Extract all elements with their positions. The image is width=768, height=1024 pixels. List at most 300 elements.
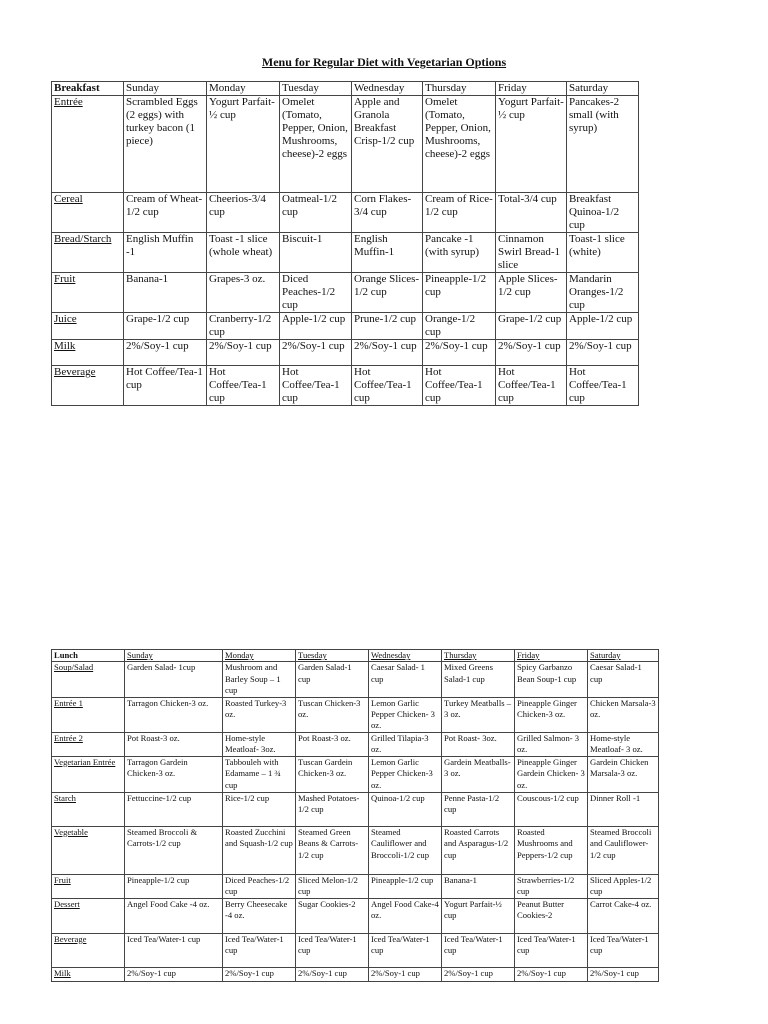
breakfast-menu-cell-text: Omelet (Tomato, Pepper, Onion, Mushrooms, cheese)-2 eggs [282, 96, 348, 160]
lunch-menu-cell-text: Strawberries-1/2 cup [517, 874, 575, 897]
breakfast-menu-cell-text: Grapes-3 oz. [209, 273, 266, 285]
lunch-day-header-text: Thursday [444, 650, 477, 660]
breakfast-menu-cell-text: Breakfast Quinoa-1/2 cup [569, 193, 620, 231]
breakfast-menu-cell-text: Omelet (Tomato, Pepper, Onion, Mushrooms, cheese)-2 eggs [425, 96, 491, 160]
lunch-menu-cell [223, 792, 296, 826]
breakfast-menu-cell [280, 366, 352, 406]
breakfast-menu-cell [496, 340, 567, 366]
breakfast-menu-cell-text: 2%/Soy-1 cup [209, 340, 272, 352]
breakfast-menu-cell-text: Prune-1/2 cup [354, 313, 417, 325]
breakfast-menu-cell-text: Apple-1/2 cup [282, 313, 346, 325]
lunch-menu-cell-text: Diced Peaches-1/2 cup [225, 874, 290, 897]
lunch-menu-cell-text: Caesar Salad-1 cup [590, 662, 642, 684]
lunch-day-header-text: Monday [225, 650, 254, 660]
breakfast-menu-cell-text: Pancakes-2 small (with syrup) [569, 96, 620, 134]
lunch-menu-cell-text: Steamed Cauliflower and Broccoli-1/2 cup [371, 826, 429, 860]
lunch-menu-cell [442, 792, 515, 826]
lunch-day-header [588, 650, 659, 662]
lunch-menu-cell-text: Gardein Chicken Marsala-3 oz. [590, 756, 649, 779]
lunch-menu-cell-text: 2%/Soy-1 cup [590, 967, 639, 978]
breakfast-menu-cell [567, 193, 639, 233]
lunch-row-label [52, 874, 125, 898]
breakfast-menu-cell [496, 193, 567, 233]
breakfast-menu-cell-text: Diced Peaches-1/2 cup [282, 273, 336, 311]
lunch-menu-cell [369, 697, 442, 732]
lunch-table-title-text: Lunch [54, 650, 78, 660]
lunch-menu-cell [442, 933, 515, 967]
breakfast-menu-cell [352, 96, 423, 193]
lunch-menu-cell-text: Quinoa-1/2 cup [371, 792, 425, 803]
breakfast-table-title [52, 82, 124, 96]
lunch-day-header [442, 650, 515, 662]
breakfast-row-label-text: Milk [54, 340, 76, 352]
breakfast-menu-cell-text: Pancake -1 (with syrup) [425, 233, 480, 258]
lunch-day-header [515, 650, 588, 662]
lunch-menu-cell-text: Garden Salad-1 cup [298, 662, 352, 684]
lunch-menu-cell [296, 662, 369, 697]
breakfast-menu-cell [352, 233, 423, 273]
breakfast-menu-cell [423, 313, 496, 340]
lunch-row-label [52, 826, 125, 874]
breakfast-menu-cell [280, 313, 352, 340]
breakfast-menu-cell [423, 340, 496, 366]
lunch-menu-cell [588, 967, 659, 981]
lunch-menu-cell-text: Mixed Greens Salad-1 cup [444, 662, 493, 684]
lunch-menu-cell-text: Dinner Roll -1 [590, 792, 641, 803]
breakfast-menu-cell-text: 2%/Soy-1 cup [569, 340, 632, 352]
lunch-row-label-text: Vegetable [54, 826, 88, 837]
breakfast-menu-cell-text: 2%/Soy-1 cup [126, 340, 189, 352]
breakfast-menu-cell [496, 313, 567, 340]
breakfast-day-header [207, 82, 280, 96]
lunch-table-row [52, 826, 659, 874]
lunch-menu-cell-text: Sliced Apples-1/2 cup [590, 874, 652, 897]
breakfast-day-header-text: Monday [209, 82, 246, 94]
breakfast-table-row [52, 313, 639, 340]
lunch-menu-cell-text: Spicy Garbanzo Bean Soup-1 cup [517, 662, 577, 684]
lunch-row-label-text: Soup/Salad [54, 662, 94, 673]
lunch-menu-cell-text: Caesar Salad- 1 cup [371, 662, 425, 684]
breakfast-day-header [423, 82, 496, 96]
breakfast-menu-cell [124, 340, 207, 366]
lunch-menu-cell [588, 933, 659, 967]
lunch-menu-cell-text: Roasted Carrots and Asparagus-1/2 cup [444, 826, 509, 860]
lunch-row-label [52, 792, 125, 826]
breakfast-menu-cell-text: Yogurt Parfait- ½ cup [498, 96, 564, 121]
lunch-menu-cell [515, 874, 588, 898]
breakfast-table-row [52, 193, 639, 233]
lunch-menu-cell [125, 933, 223, 967]
breakfast-menu-cell [352, 313, 423, 340]
lunch-menu-cell-text: 2%/Soy-1 cup [298, 967, 347, 978]
lunch-menu-cell [296, 826, 369, 874]
breakfast-menu-cell-text: Cream of Wheat- 1/2 cup [126, 193, 203, 218]
lunch-menu-cell [296, 898, 369, 933]
breakfast-row-label [52, 233, 124, 273]
breakfast-menu-cell-text: Apple and Granola Breakfast Crisp-1/2 cup [354, 96, 415, 147]
breakfast-row-label [52, 193, 124, 233]
breakfast-row-label-text: Entrée [54, 96, 83, 108]
lunch-menu-cell [588, 697, 659, 732]
breakfast-menu-cell-text: Orange Slices-1/2 cup [354, 273, 420, 298]
breakfast-menu-cell-text: Scrambled Eggs (2 eggs) with turkey bacon (1 piece) [126, 96, 198, 147]
lunch-menu-cell [125, 697, 223, 732]
lunch-menu-cell-text: Gardein Meatballs- 3 oz. [444, 756, 511, 779]
lunch-table-row [52, 662, 659, 697]
lunch-table-row [52, 874, 659, 898]
breakfast-menu-cell [352, 193, 423, 233]
lunch-menu-cell [515, 898, 588, 933]
lunch-menu-cell-text: 2%/Soy-1 cup [517, 967, 566, 978]
lunch-table-row [52, 967, 659, 981]
lunch-table-row [52, 898, 659, 933]
breakfast-menu-cell [280, 96, 352, 193]
lunch-menu-cell [442, 874, 515, 898]
lunch-row-label-text: Starch [54, 792, 76, 803]
breakfast-row-label-text: Juice [54, 313, 77, 325]
breakfast-day-header-text: Wednesday [354, 82, 405, 94]
lunch-menu-cell-text: Pot Roast-3 oz. [127, 732, 180, 743]
breakfast-menu-cell-text: Biscuit-1 [282, 233, 323, 245]
lunch-menu-cell [125, 732, 223, 756]
lunch-menu-cell-text: Grilled Tilapia-3 oz. [371, 732, 429, 755]
lunch-menu-cell-text: Penne Pasta-1/2 cup [444, 792, 500, 815]
breakfast-menu-cell [280, 273, 352, 313]
breakfast-menu-cell [352, 273, 423, 313]
lunch-menu-cell [296, 697, 369, 732]
breakfast-row-label [52, 273, 124, 313]
lunch-menu-cell [125, 874, 223, 898]
lunch-day-header [369, 650, 442, 662]
breakfast-menu-cell [207, 340, 280, 366]
lunch-menu-cell [588, 732, 659, 756]
breakfast-menu-cell [567, 273, 639, 313]
breakfast-menu-cell [423, 233, 496, 273]
lunch-menu-cell [442, 662, 515, 697]
lunch-menu-cell [515, 792, 588, 826]
breakfast-menu-cell-text: 2%/Soy-1 cup [498, 340, 561, 352]
lunch-menu-cell [515, 756, 588, 792]
lunch-menu-cell-text: Tarragon Gardein Chicken-3 oz. [127, 756, 188, 779]
lunch-row-label-text: Entrée 1 [54, 697, 83, 708]
lunch-menu-cell-text: Pineapple-1/2 cup [127, 874, 190, 885]
lunch-menu-cell-text: Steamed Green Beans & Carrots-1/2 cup [298, 826, 359, 860]
breakfast-row-label [52, 313, 124, 340]
lunch-menu-cell [369, 732, 442, 756]
lunch-menu-cell-text: Sugar Cookies-2 [298, 898, 356, 909]
breakfast-menu-cell [124, 273, 207, 313]
breakfast-menu-cell-text: 2%/Soy-1 cup [354, 340, 417, 352]
breakfast-day-header-text: Tuesday [282, 82, 319, 94]
breakfast-menu-cell-text: Total-3/4 cup [498, 193, 557, 205]
breakfast-menu-cell-text: Toast -1 slice (whole wheat) [209, 233, 273, 258]
lunch-menu-cell-text: 2%/Soy-1 cup [225, 967, 274, 978]
lunch-menu-cell [125, 967, 223, 981]
lunch-menu-cell-text: Iced Tea/Water-1 cup [517, 933, 576, 956]
breakfast-menu-cell [124, 96, 207, 193]
lunch-menu-cell [369, 874, 442, 898]
breakfast-menu-cell [423, 96, 496, 193]
lunch-menu-cell-text: Pineapple-1/2 cup [371, 874, 434, 885]
breakfast-menu-cell-text: English Muffin -1 [126, 233, 194, 258]
lunch-menu-cell [223, 874, 296, 898]
lunch-day-header-text: Wednesday [371, 650, 411, 660]
breakfast-day-header-text: Friday [498, 82, 527, 94]
breakfast-day-header [496, 82, 567, 96]
lunch-table-row [52, 697, 659, 732]
lunch-row-label-text: Beverage [54, 933, 87, 944]
lunch-menu-cell [442, 967, 515, 981]
lunch-table-row [52, 792, 659, 826]
lunch-day-header [223, 650, 296, 662]
lunch-menu-cell [442, 898, 515, 933]
lunch-menu-cell-text: Iced Tea/Water-1 cup [444, 933, 503, 956]
lunch-row-label-text: Fruit [54, 874, 71, 885]
lunch-menu-cell [223, 826, 296, 874]
lunch-menu-cell-text: Yogurt Parfait-½ cup [444, 898, 502, 921]
breakfast-menu-cell-text: Cheerios-3/4 cup [209, 193, 266, 218]
lunch-menu-cell [515, 826, 588, 874]
breakfast-row-label [52, 366, 124, 406]
breakfast-menu-cell [124, 313, 207, 340]
breakfast-day-header-text: Thursday [425, 82, 467, 94]
lunch-menu-cell-text: Tabbouleh with Edamame – 1 ¾ cup [225, 756, 281, 790]
lunch-menu-cell [442, 756, 515, 792]
breakfast-menu-cell [352, 366, 423, 406]
lunch-menu-cell-text: Couscous-1/2 cup [517, 792, 579, 803]
lunch-menu-cell-text: Iced Tea/Water-1 cup [298, 933, 357, 956]
breakfast-menu-cell-text: Hot Coffee/Tea-1 cup [425, 366, 483, 404]
breakfast-menu-cell [207, 313, 280, 340]
lunch-menu-cell-text: Iced Tea/Water-1 cup [590, 933, 649, 956]
lunch-menu-cell [369, 933, 442, 967]
lunch-menu-cell-text: Lemon Garlic Pepper Chicken- 3 oz. [371, 697, 435, 731]
breakfast-menu-cell [423, 273, 496, 313]
page-title: Menu for Regular Diet with Vegetarian Options [261, 55, 507, 69]
breakfast-menu-cell [207, 233, 280, 273]
lunch-row-label-text: Entrée 2 [54, 732, 83, 743]
lunch-menu-cell-text: 2%/Soy-1 cup [127, 967, 176, 978]
lunch-menu-cell-text: Turkey Meatballs – 3 oz. [444, 697, 511, 720]
lunch-row-label [52, 898, 125, 933]
breakfast-menu-cell [207, 366, 280, 406]
breakfast-menu-cell [280, 193, 352, 233]
lunch-menu-cell [515, 662, 588, 697]
breakfast-menu-cell [423, 193, 496, 233]
lunch-menu-cell [588, 874, 659, 898]
breakfast-menu-cell-text: Yogurt Parfait- ½ cup [209, 96, 275, 121]
lunch-menu-cell-text: Roasted Mushrooms and Peppers-1/2 cup [517, 826, 573, 860]
lunch-menu-cell [296, 967, 369, 981]
lunch-menu-cell-text: Berry Cheesecake -4 oz. [225, 898, 288, 921]
lunch-day-header-text: Sunday [127, 650, 153, 660]
breakfast-menu-cell [567, 366, 639, 406]
lunch-menu-cell-text: Roasted Zucchini and Squash-1/2 cup [225, 826, 293, 849]
breakfast-day-header [280, 82, 352, 96]
lunch-menu-cell [442, 826, 515, 874]
breakfast-menu-cell-text: Apple-1/2 cup [569, 313, 633, 325]
lunch-menu-cell [442, 732, 515, 756]
breakfast-menu-cell [207, 273, 280, 313]
breakfast-day-header [567, 82, 639, 96]
breakfast-menu-cell-text: Hot Coffee/Tea-1 cup [354, 366, 412, 404]
breakfast-menu-cell [280, 233, 352, 273]
breakfast-menu-cell [496, 96, 567, 193]
lunch-menu-cell [369, 662, 442, 697]
lunch-menu-cell [223, 898, 296, 933]
lunch-menu-cell [125, 826, 223, 874]
lunch-menu-cell [588, 826, 659, 874]
breakfast-menu-cell-text: Hot Coffee/Tea-1 cup [282, 366, 340, 404]
breakfast-menu-cell-text: Toast-1 slice (white) [569, 233, 625, 258]
lunch-menu-cell [588, 756, 659, 792]
breakfast-menu-cell-text: Cream of Rice-1/2 cup [425, 193, 493, 218]
breakfast-menu-cell-text: 2%/Soy-1 cup [282, 340, 345, 352]
breakfast-menu-cell [352, 340, 423, 366]
lunch-menu-cell-text: Pot Roast-3 oz. [298, 732, 351, 743]
lunch-menu-cell-text: Pineapple Ginger Gardein Chicken- 3 oz. [517, 756, 585, 790]
breakfast-row-label-text: Beverage [54, 366, 96, 378]
lunch-menu-cell-text: Pineapple Ginger Chicken-3 oz. [517, 697, 577, 720]
lunch-table-row [52, 756, 659, 792]
lunch-menu-cell [223, 967, 296, 981]
breakfast-menu-cell-text: Hot Coffee/Tea-1 cup [498, 366, 556, 404]
breakfast-menu-cell [567, 313, 639, 340]
breakfast-table-row [52, 233, 639, 273]
breakfast-menu-cell [567, 233, 639, 273]
lunch-menu-cell-text: Angel Food Cake -4 oz. [127, 898, 210, 909]
lunch-menu-cell [588, 662, 659, 697]
lunch-row-label-text: Dessert [54, 898, 80, 909]
breakfast-menu-cell [567, 340, 639, 366]
lunch-menu-cell [223, 662, 296, 697]
breakfast-header-row [52, 82, 639, 96]
breakfast-menu-cell [496, 366, 567, 406]
breakfast-menu-cell-text: Apple Slices-1/2 cup [498, 273, 558, 298]
lunch-menu-cell-text: Chicken Marsala-3 oz. [590, 697, 656, 720]
breakfast-menu-cell-text: Hot Coffee/Tea-1 cup [569, 366, 627, 404]
breakfast-menu-cell-text: Oatmeal-1/2 cup [282, 193, 337, 218]
lunch-menu-cell-text: Garden Salad- 1cup [127, 662, 196, 673]
lunch-day-header [125, 650, 223, 662]
breakfast-menu-cell [207, 96, 280, 193]
breakfast-menu-cell-text: Mandarin Oranges-1/2 cup [569, 273, 624, 311]
lunch-menu-cell [515, 967, 588, 981]
breakfast-table-row [52, 340, 639, 366]
lunch-table-row [52, 933, 659, 967]
breakfast-menu-cell [423, 366, 496, 406]
breakfast-menu-cell [496, 233, 567, 273]
lunch-day-header [296, 650, 369, 662]
lunch-table [51, 649, 659, 982]
lunch-menu-cell-text: Mushroom and Barley Soup – 1 cup [225, 662, 281, 696]
lunch-menu-cell-text: Pot Roast- 3oz. [444, 732, 497, 743]
breakfast-menu-cell [496, 273, 567, 313]
breakfast-menu-cell-text: Cinnamon Swirl Bread-1 slice [498, 233, 561, 271]
lunch-menu-cell [296, 792, 369, 826]
lunch-menu-cell-text: Roasted Turkey-3 oz. [225, 697, 287, 720]
lunch-menu-cell [369, 826, 442, 874]
lunch-menu-cell-text: Steamed Broccoli & Carrots-1/2 cup [127, 826, 198, 849]
breakfast-menu-cell [207, 193, 280, 233]
lunch-menu-cell-text: Mashed Potatoes-1/2 cup [298, 792, 360, 815]
lunch-row-label [52, 732, 125, 756]
lunch-menu-cell [369, 898, 442, 933]
lunch-row-label [52, 697, 125, 732]
lunch-menu-cell [223, 697, 296, 732]
breakfast-table-row [52, 96, 639, 193]
breakfast-table-row [52, 273, 639, 313]
lunch-menu-cell [296, 874, 369, 898]
lunch-day-header-text: Saturday [590, 650, 621, 660]
breakfast-day-header-text: Sunday [126, 82, 159, 94]
lunch-menu-cell [125, 662, 223, 697]
lunch-menu-cell-text: Grilled Salmon- 3 oz. [517, 732, 580, 755]
lunch-menu-cell [223, 933, 296, 967]
breakfast-row-label-text: Cereal [54, 193, 83, 205]
breakfast-menu-cell-text: Hot Coffee/Tea-1 cup [209, 366, 267, 404]
lunch-menu-cell-text: Angel Food Cake-4 oz. [371, 898, 439, 921]
lunch-menu-cell-text: Carrot Cake-4 oz. [590, 898, 652, 909]
lunch-menu-cell [515, 933, 588, 967]
lunch-menu-cell [369, 792, 442, 826]
lunch-menu-cell-text: Iced Tea/Water-1 cup [371, 933, 430, 956]
lunch-table-title [52, 650, 125, 662]
breakfast-day-header-text: Saturday [569, 82, 609, 94]
breakfast-menu-cell [124, 366, 207, 406]
lunch-menu-cell [125, 898, 223, 933]
lunch-header-row [52, 650, 659, 662]
breakfast-menu-cell-text: 2%/Soy-1 cup [425, 340, 488, 352]
lunch-menu-cell-text: Iced Tea/Water-1 cup [225, 933, 284, 956]
breakfast-menu-cell [124, 233, 207, 273]
lunch-menu-cell-text: Home-style Meatloaf- 3 oz. [590, 732, 643, 755]
lunch-menu-cell-text: Iced Tea/Water-1 cup [127, 933, 201, 944]
breakfast-table-title-text: Breakfast [54, 82, 100, 94]
lunch-menu-cell-text: 2%/Soy-1 cup [444, 967, 493, 978]
breakfast-menu-cell-text: Pineapple-1/2 cup [425, 273, 487, 298]
lunch-menu-cell-text: Rice-1/2 cup [225, 792, 270, 803]
breakfast-menu-cell-text: Grape-1/2 cup [498, 313, 562, 325]
breakfast-table [51, 81, 639, 406]
lunch-row-label-text: Vegetarian Entrée [54, 756, 116, 767]
breakfast-menu-cell [124, 193, 207, 233]
lunch-menu-cell [296, 933, 369, 967]
lunch-menu-cell [515, 697, 588, 732]
lunch-menu-cell [515, 732, 588, 756]
breakfast-menu-cell-text: Hot Coffee/Tea-1 cup [126, 366, 203, 391]
lunch-row-label [52, 662, 125, 697]
lunch-menu-cell [296, 732, 369, 756]
breakfast-day-header [352, 82, 423, 96]
lunch-menu-cell-text: Fettuccine-1/2 cup [127, 792, 192, 803]
lunch-menu-cell-text: Tarragon Chicken-3 oz. [127, 697, 209, 708]
lunch-menu-cell-text: Lemon Garlic Pepper Chicken-3 oz. [371, 756, 433, 790]
lunch-day-header-text: Tuesday [298, 650, 327, 660]
lunch-menu-cell-text: 2%/Soy-1 cup [371, 967, 420, 978]
lunch-menu-cell-text: Banana-1 [444, 874, 477, 885]
lunch-menu-cell [369, 756, 442, 792]
lunch-menu-cell-text: Tuscan Chicken-3 oz. [298, 697, 361, 720]
lunch-row-label-text: Milk [54, 967, 71, 978]
breakfast-menu-cell-text: Corn Flakes-3/4 cup [354, 193, 412, 218]
lunch-menu-cell-text: Peanut Butter Cookies-2 [517, 898, 565, 921]
breakfast-table-row [52, 366, 639, 406]
lunch-menu-cell [223, 732, 296, 756]
lunch-menu-cell-text: Sliced Melon-1/2 cup [298, 874, 358, 897]
lunch-menu-cell-text: Home-style Meatloaf- 3oz. [225, 732, 276, 755]
lunch-menu-cell [223, 756, 296, 792]
